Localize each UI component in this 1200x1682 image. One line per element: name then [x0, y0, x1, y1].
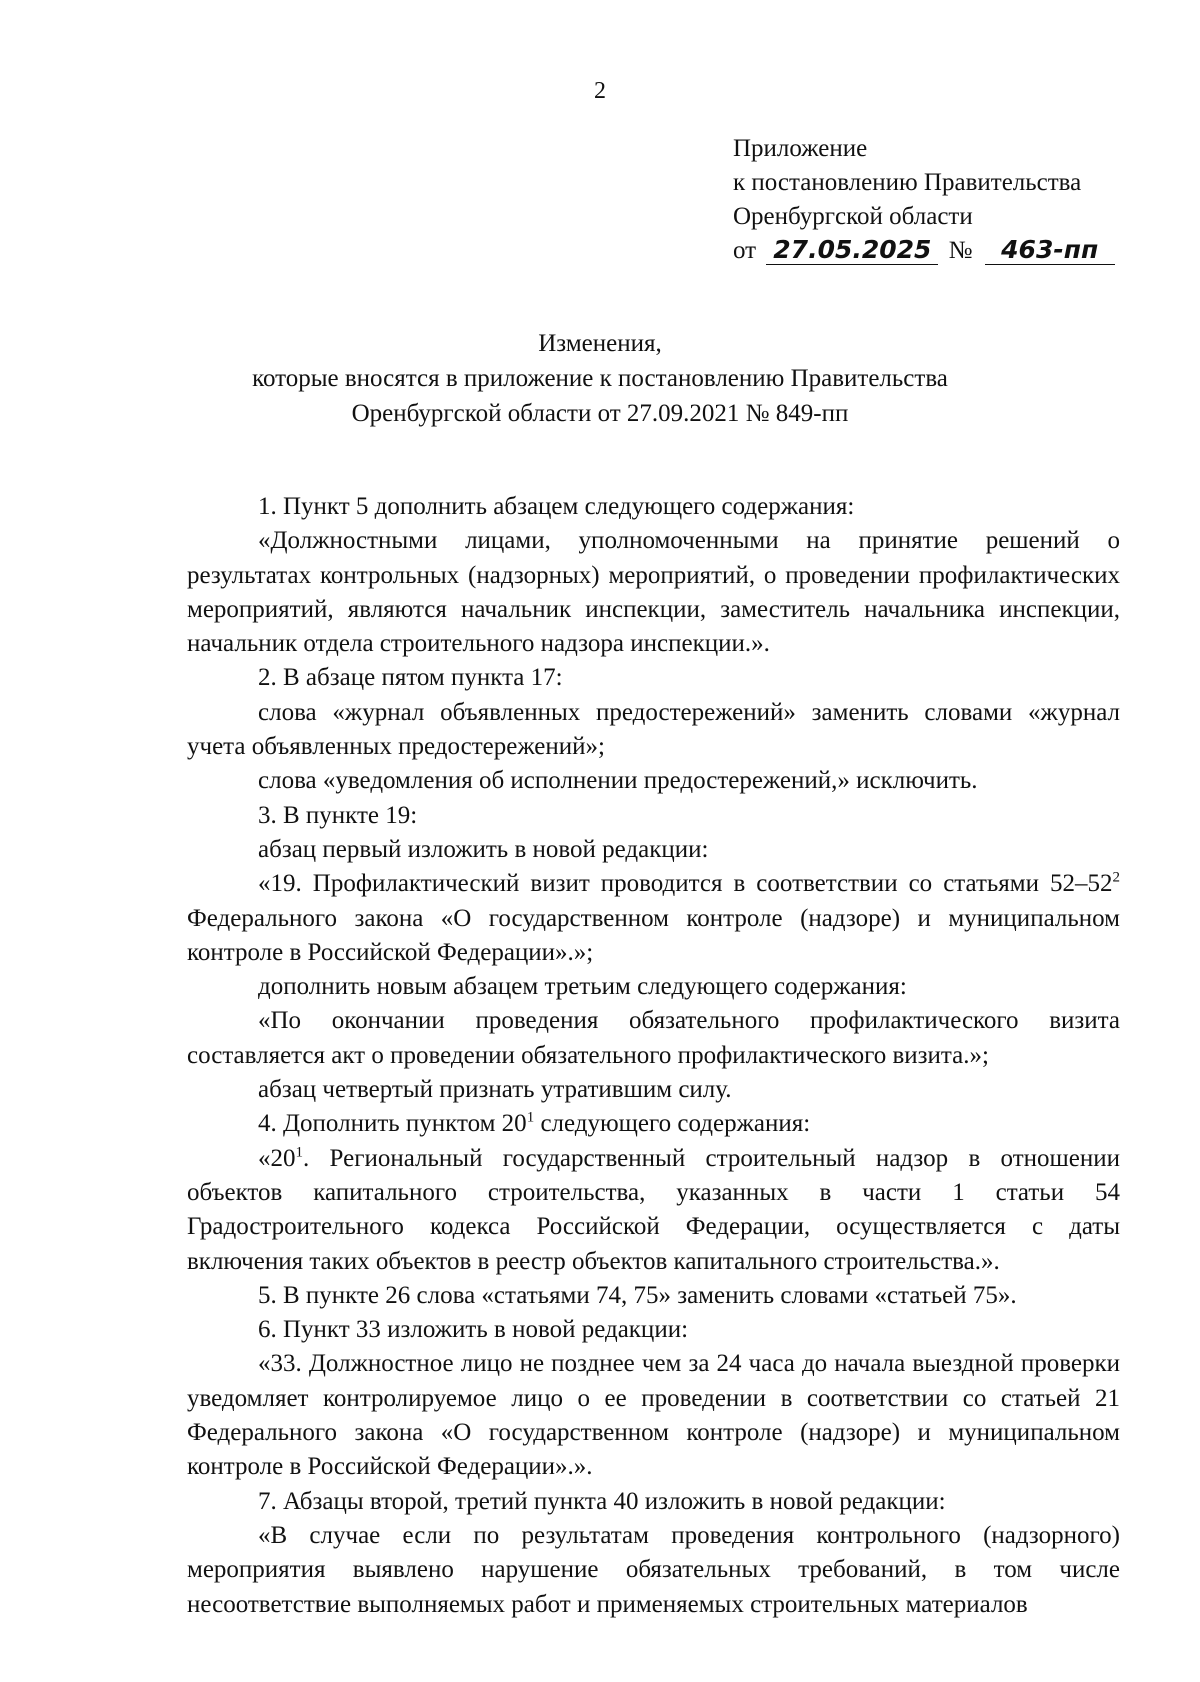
paragraph-4: слова «журнал объявленных предостережений» заменить словами «журнал учета объявленных предостережений»; [187, 698, 1120, 761]
paragraph-11: абзац четвертый признать утратившим силу. [258, 1076, 732, 1104]
paragraph-12-superscript: 1 [526, 1110, 535, 1127]
paragraph-15: 6. Пункт 33 изложить в новой редакции: [258, 1316, 689, 1344]
paragraph-13 [187, 1142, 1120, 1279]
from-label: от [733, 237, 757, 264]
paragraph-10: «По окончании проведения обязательного профилактического визита составляется акт о проведении обязательного профилактического визита.»; [187, 1007, 1120, 1069]
paragraph-13-text-a: «20 [258, 1144, 296, 1172]
paragraph-8 [187, 867, 1120, 970]
handwritten-date: 27.05.2025 [766, 236, 938, 265]
paragraph-14: 5. В пункте 26 слова «статьями 74, 75» заменить словами «статьей 75». [258, 1281, 1017, 1309]
paragraph-18: «В случае если по результатам проведения контрольного (надзорного) мероприятия выявлено нарушение обязательных требований, в том числе несоответствие выполняемых работ и применяемых строительных материалов [187, 1521, 1120, 1618]
paragraph-8-text-b: Федерального закона «О государственном контроле (надзоре) и муниципальном контроле в Российской Федерации».»; [187, 904, 1120, 966]
paragraph-8-text-a: «19. Профилактический визит проводится в соответствии со статьями 52–52 [258, 870, 1113, 898]
handwritten-number: 463-пп [985, 236, 1115, 265]
paragraph-7: абзац первый изложить в новой редакции: [258, 835, 709, 863]
paragraph-2: «Должностными лицами, уполномоченными на принятие решений о результатах контрольных (надзорных) мероприятий, о проведении профилактических мероприятий, являются начальник инспекции, заместитель начальника инспекции, начальник отдела строительного надзора инспекции.». [187, 527, 1120, 658]
paragraph-12 [187, 1107, 1120, 1141]
document-body [187, 490, 1120, 1622]
paragraph-12-text-a: 4. Дополнить пунктом 20 [258, 1110, 527, 1138]
title-line-2: которые вносятся в приложение к постановлению Правительства [252, 365, 948, 392]
paragraph-9: дополнить новым абзацем третьим следующего содержания: [258, 973, 907, 1001]
page-number: 2 [594, 78, 606, 104]
paragraph-13-text-b: . Региональный государственный строительный надзор в отношении объектов капитального строительства, указанных в части 1 статьи 54 Градостроительного кодекса Российской Федерации, осуществляется с даты включения таких объектов в реестр объектов капитального строительства.». [187, 1144, 1120, 1275]
paragraph-1: 1. Пункт 5 дополнить абзацем следующего содержания: [258, 493, 855, 520]
paragraph-6: 3. В пункте 19: [258, 801, 418, 829]
paragraph-17: 7. Абзацы второй, третий пункта 40 изложить в новой редакции: [258, 1487, 946, 1515]
appendix-line-region: Оренбургской области [733, 203, 973, 230]
title-line-1: Изменения, [538, 330, 662, 357]
title-line-3: Оренбургской области от 27.09.2021 № 849-пп [351, 400, 849, 427]
appendix-title: Приложение [733, 135, 868, 162]
appendix-block [733, 132, 1115, 268]
document-title [0, 326, 1200, 431]
paragraph-5: слова «уведомления об исполнении предостережений,» исключить. [258, 767, 978, 795]
paragraph-13-superscript: 1 [295, 1144, 303, 1161]
appendix-line-resolution: к постановлению Правительства [733, 169, 1082, 196]
paragraph-3: 2. В абзаце пятом пункта 17: [258, 664, 563, 692]
paragraph-8-superscript: 2 [1112, 869, 1120, 886]
appendix-date-number [733, 234, 1115, 268]
number-label: № [948, 237, 973, 264]
paragraph-16: «33. Должностное лицо не позднее чем за 24 часа до начала выездной проверки уведомляет контролируемое лицо о ее проведении в соответствии со статьей 21 Федерального закона «О государственном контроле (надзоре) и муниципальном контроле в Российской Федерации».». [187, 1350, 1120, 1481]
paragraph-12-text-b: следующего содержания: [534, 1110, 811, 1138]
